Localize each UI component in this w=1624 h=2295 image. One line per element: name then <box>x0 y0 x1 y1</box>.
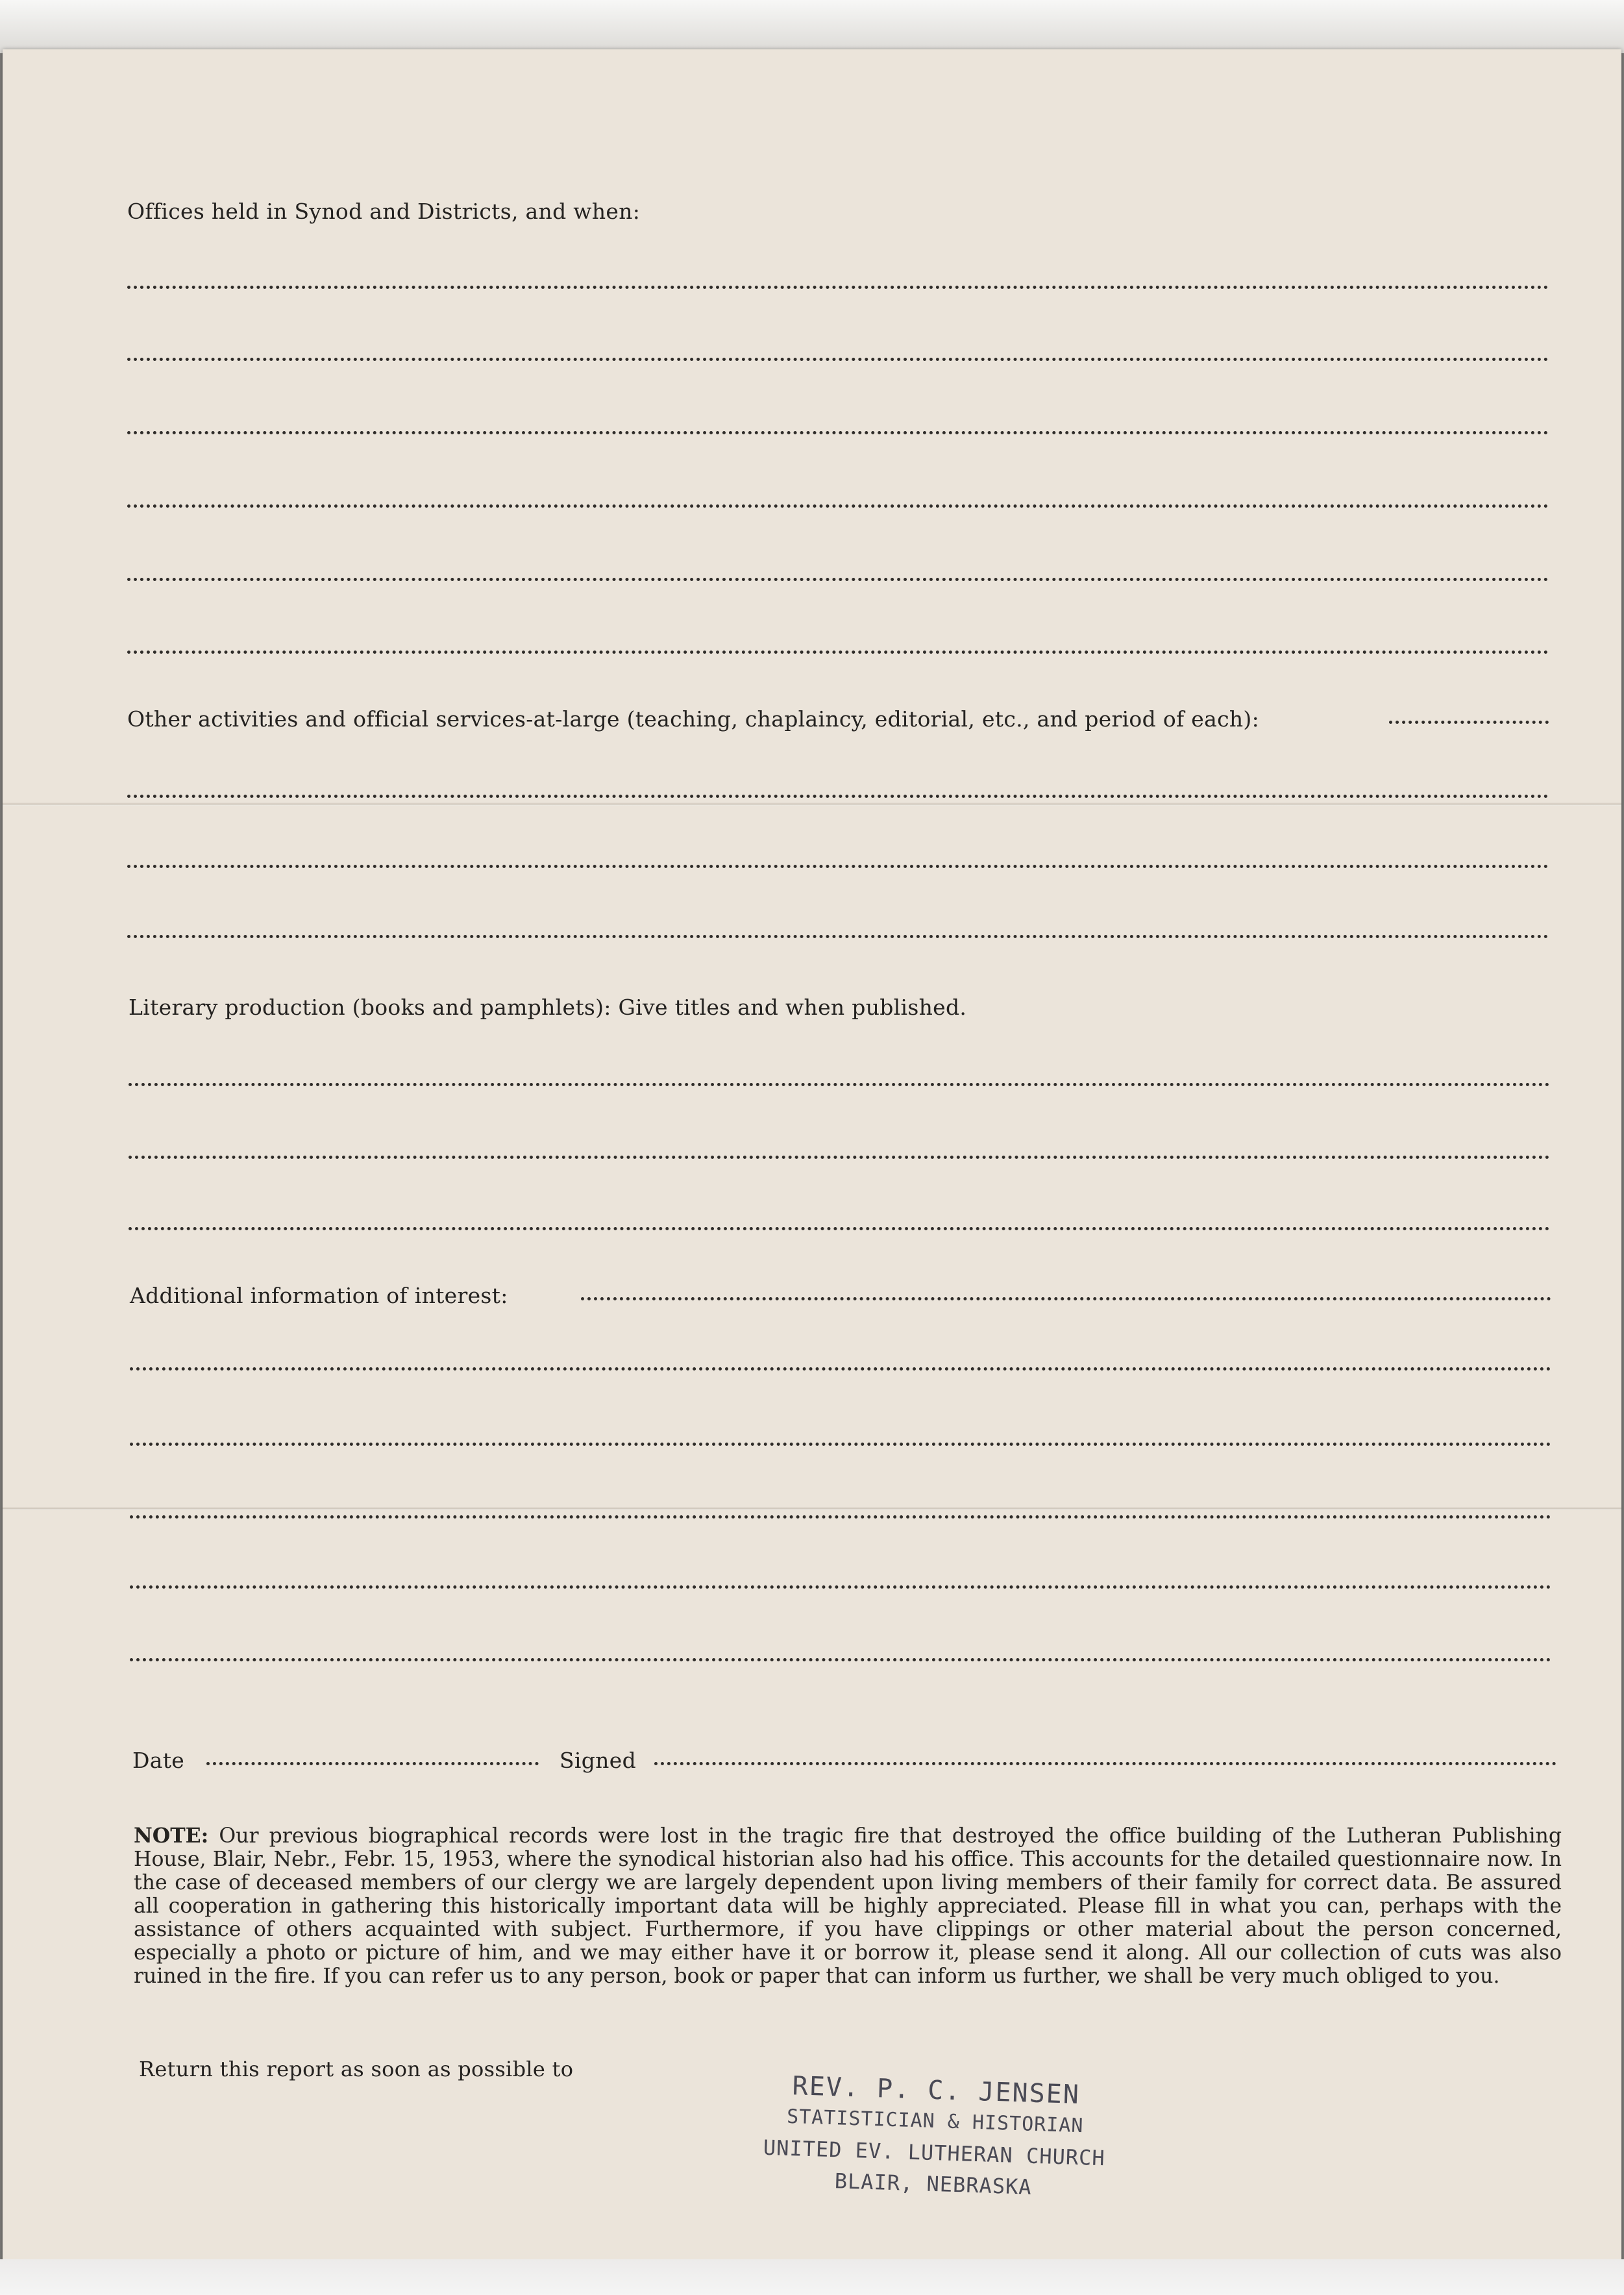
additional-line-0[interactable] <box>581 1297 1551 1300</box>
address-stamp <box>738 2069 1131 2206</box>
signed-field[interactable] <box>654 1762 1556 1765</box>
literary-line-2[interactable] <box>129 1156 1550 1159</box>
scan-bottom-edge <box>0 2259 1624 2295</box>
signed-label: Signed <box>560 1748 636 1773</box>
offices-line-4[interactable] <box>127 504 1549 508</box>
additional-line-2[interactable] <box>130 1443 1551 1446</box>
additional-line-4[interactable] <box>130 1585 1551 1589</box>
additional-line-5[interactable] <box>130 1658 1551 1661</box>
stamp-line-city: BLAIR, NEBRASKA <box>834 2168 1033 2200</box>
offices-line-5[interactable] <box>127 578 1549 581</box>
date-label: Date <box>132 1748 185 1773</box>
date-field[interactable] <box>206 1762 539 1765</box>
paper-fold <box>3 802 1621 806</box>
offices-label: Offices held in Synod and Districts, and when: <box>127 199 641 224</box>
offices-line-2[interactable] <box>127 358 1549 361</box>
return-label: Return this report as soon as possible to <box>139 2057 574 2081</box>
activities-line-2[interactable] <box>127 865 1549 868</box>
note-heading: NOTE: <box>134 1824 209 1848</box>
note-text: Our previous biographical records were lost in the tragic fire that destroyed the office building of the Lutheran Publishing House, Blair, Nebr., Febr. 15, 1953, where the synodical historian also had his office. This accounts for the detailed questionnaire now. In the case of deceased members of our clergy we are largely dependent upon living members of their family for correct data. Be assured all cooperation in gathering this historically important data will be highly appreciated. Please fill in what you can, perhaps with the assistance of others acquainted with subject. Furthermore, if you have clippings or other material about the person concerned, especially a photo or picture of him, and we may either have it or borrow it, please send it along. All our collection of cuts was also ruined in the fire. If you can refer us to any person, book or paper that can inform us further, we shall be very much obliged to you. <box>134 1824 1562 1988</box>
stamp-line-title: STATISTICIAN & HISTORIAN <box>786 2105 1084 2138</box>
literary-line-3[interactable] <box>129 1227 1550 1230</box>
literary-label: Literary production (books and pamphlets): Give titles and when published. <box>129 995 967 1020</box>
additional-label: Additional information of interest: <box>130 1283 508 1308</box>
activities-label: Other activities and official services-at-large (teaching, chaplaincy, editorial, etc., and period of each): <box>127 706 1260 732</box>
additional-line-1[interactable] <box>130 1367 1551 1371</box>
activities-line-1[interactable] <box>127 795 1549 798</box>
offices-line-1[interactable] <box>127 286 1549 289</box>
activities-line-0[interactable] <box>1389 721 1549 724</box>
offices-line-6[interactable] <box>127 651 1549 654</box>
note-paragraph <box>134 1824 1562 1988</box>
stamp-line-church: UNITED EV. LUTHERAN CHURCH <box>763 2135 1106 2171</box>
stamp-line-name: REV. P. C. JENSEN <box>791 2071 1081 2110</box>
literary-line-1[interactable] <box>129 1083 1550 1086</box>
paper-fold <box>3 1507 1621 1510</box>
offices-line-3[interactable] <box>127 431 1549 434</box>
additional-line-3[interactable] <box>130 1515 1551 1519</box>
scan-top-edge <box>0 0 1624 53</box>
activities-line-3[interactable] <box>127 935 1549 938</box>
